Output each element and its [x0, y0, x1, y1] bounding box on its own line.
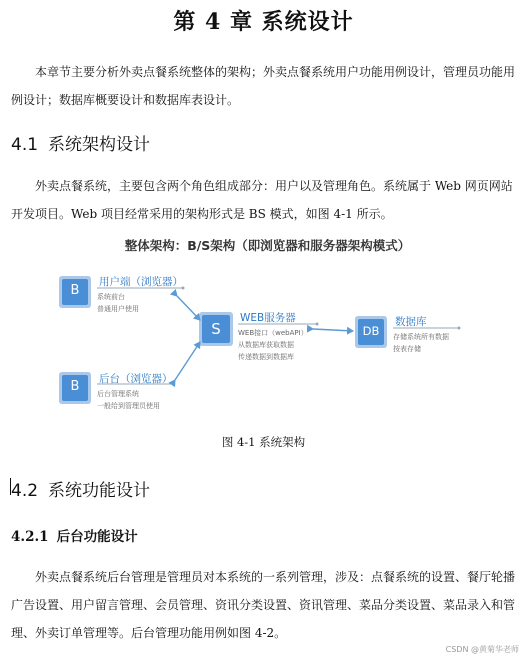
db-node-letter: DB: [362, 324, 380, 338]
server-desc-line: 传递数据到数据库: [238, 353, 294, 361]
db-node-desc: [393, 331, 449, 355]
server-node-title: WEB服务器: [240, 312, 296, 324]
figure-caption: 图 4-1 系统架构: [221, 435, 306, 449]
admin-desc-line: 后台管理系统: [97, 390, 139, 398]
db-node-title: 数据库: [395, 316, 427, 328]
architecture-diagram: [55, 232, 485, 422]
admin-desc-line: 一般给到管理员使用: [97, 402, 160, 410]
chapter-title: 第 4 章 系统设计: [173, 9, 354, 35]
db-desc-line: 按表存储: [393, 345, 421, 353]
subsection-number: 4.2.1: [11, 529, 49, 545]
user-node-letter: B: [70, 283, 80, 298]
user-desc-line: 普通用户使用: [97, 305, 139, 313]
section-heading-4-1: [11, 130, 150, 155]
user-node-title: 用户端（浏览器）: [99, 276, 183, 288]
admin-node-desc: [97, 388, 160, 412]
diagram-title: 整体架构：B/S架构（即浏览器和服务器架构模式）: [124, 238, 411, 253]
section-title: 系统功能设计: [48, 481, 151, 501]
server-desc-line: 从数据库获取数据: [238, 341, 294, 349]
server-node-letter: S: [211, 320, 221, 338]
user-server-arrow: [177, 296, 200, 320]
subsection-title: 后台功能设计: [56, 529, 138, 545]
admin-node-letter: B: [70, 379, 80, 394]
db-desc-line: 存储系统所有数据: [393, 333, 449, 341]
user-node-desc: [97, 291, 139, 315]
server-node-desc: [238, 327, 308, 363]
intro-paragraph: 本章节主要分析外卖点餐系统整体的架构；外卖点餐系统用户功能用例设计，管理员功能用例设计；数据库概要设计和数据库表设计。: [11, 65, 516, 107]
user-desc-line: 系统前台: [97, 293, 125, 301]
section-number: 4.2: [11, 481, 39, 501]
backend-paragraph: 外卖点餐系统后台管理是管理员对本系统的一系列管理，涉及：点餐系统的设置、餐厅轮播广告设置、用户留言管理、会员管理、资讯分类设置、资讯管理、菜品分类设置、菜品录入和管理、外卖订单管理等。后台管理功能用例如图 4-2。: [11, 570, 516, 640]
watermark: CSDN @黄菊华老师: [445, 645, 519, 654]
admin-server-arrow: [175, 342, 200, 380]
admin-node-title: 后台（浏览器）: [99, 373, 173, 385]
architecture-paragraph: 外卖点餐系统，主要包含两个角色组成部分：用户以及管理角色。系统属于 Web 网页网站开发项目。Web 项目经常采用的架构形式是 BS 模式，如图 4-1 所示。: [11, 179, 513, 221]
subsection-heading-4-2-1: [11, 525, 138, 545]
section-title: 系统架构设计: [48, 135, 151, 155]
section-number: 4.1: [11, 135, 39, 155]
server-db-arrow: [313, 329, 353, 331]
section-heading-4-2: [11, 476, 150, 501]
server-desc-line: WEB接口（webAPI）: [238, 329, 308, 337]
